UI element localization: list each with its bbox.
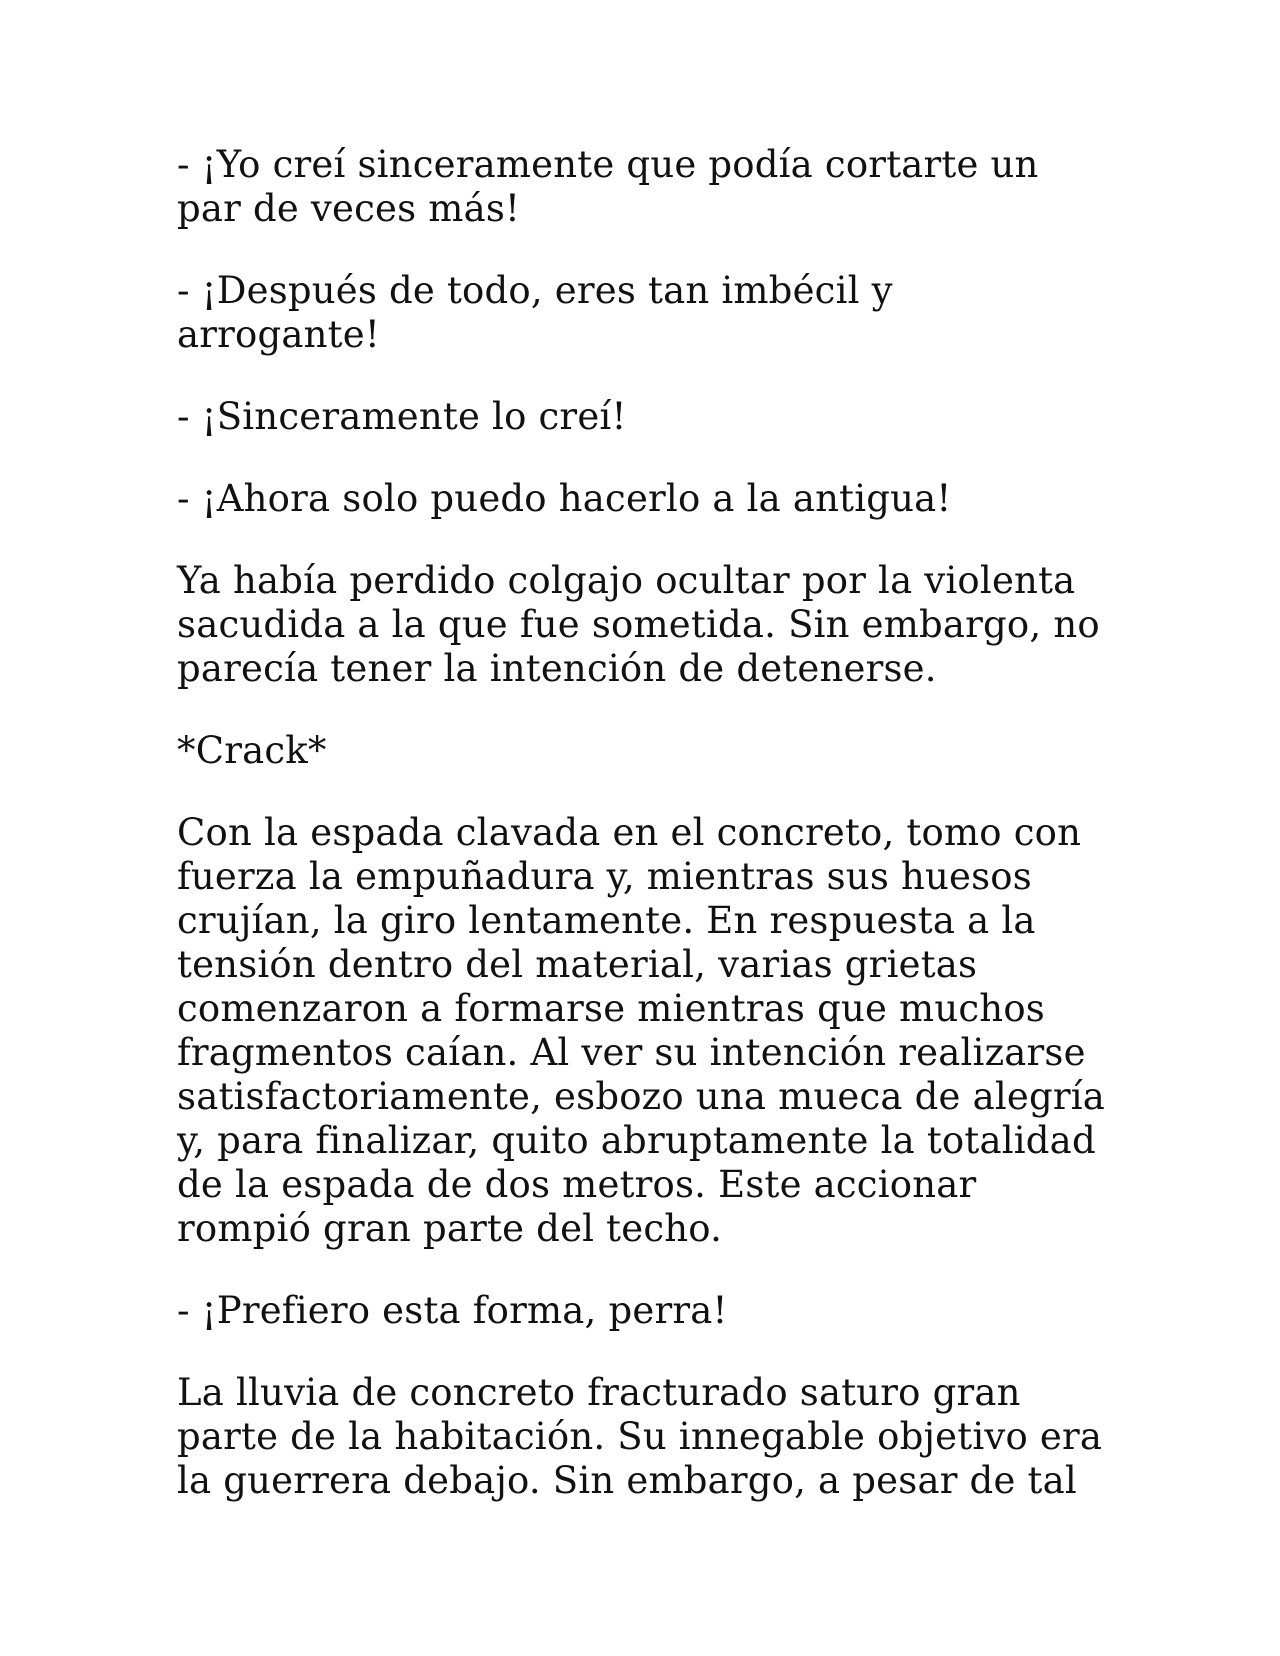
paragraph: - ¡Después de todo, eres tan imbécil y arrogante! [177, 269, 893, 356]
paragraph: - ¡Sinceramente lo creí! [177, 395, 627, 438]
paragraph: La lluvia de concreto fracturado saturo gran parte de la habitación. Su innegable objetivo era la guerrera debajo. Sin embargo, a pesar de tal [177, 1371, 1103, 1502]
paragraph: - ¡Ahora solo puedo hacerlo a la antigua! [177, 477, 952, 520]
document-page [177, 143, 1107, 1541]
paragraph: Ya había perdido colgajo ocultar por la violenta sacudida a la que fue sometida. Sin embargo, no parecía tener la intención de detenerse. [177, 559, 1100, 690]
paragraph: - ¡Yo creí sinceramente que podía cortarte un par de veces más! [177, 143, 1039, 230]
paragraph: Con la espada clavada en el concreto, tomo con fuerza la empuñadura y, mientras sus huesos crujían, la giro lentamente. En respuesta a la tensión dentro del material, varias grietas comenzaron a formarse mientras que muchos fragmentos caían. Al ver su intención realizarse satisfactoriamente, esbozo una mueca de alegría y, para finalizar, quito abruptamente la totalidad de la espada de dos metros. Este accionar rompió gran parte del techo. [177, 811, 1106, 1250]
paragraph: - ¡Prefiero esta forma, perra! [177, 1289, 728, 1332]
paragraph: *Crack* [177, 729, 327, 772]
